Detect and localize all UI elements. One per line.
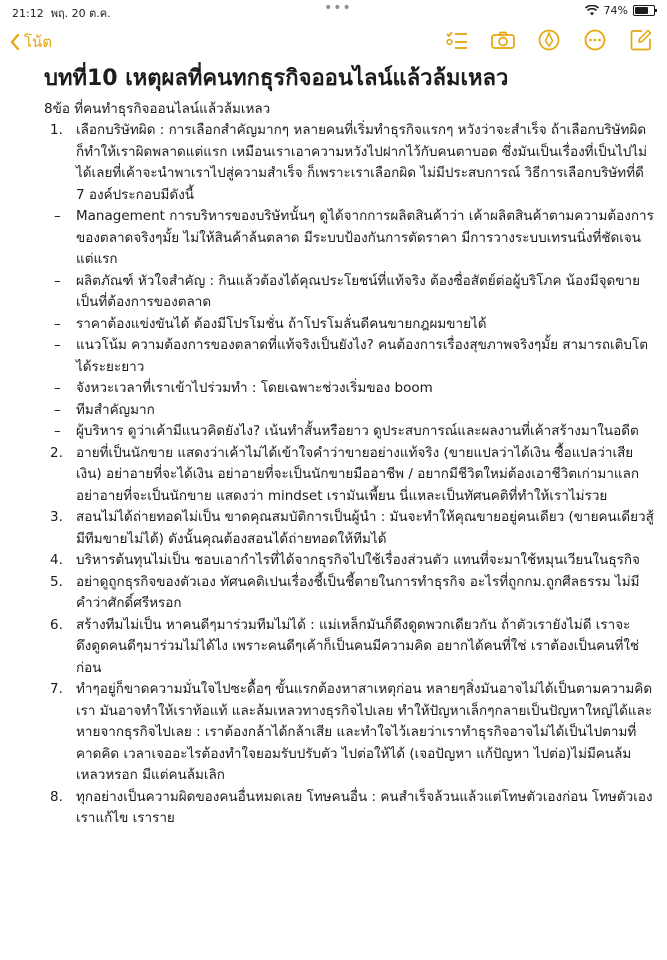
multitasking-dots-icon[interactable]: •••: [324, 0, 352, 16]
list-marker: –: [54, 380, 61, 396]
battery-icon: [633, 5, 655, 16]
list-item: [44, 787, 654, 830]
list-item-text: สร้างทีมไม่เป็น หาคนดีๆมาร่วมทีมไม่ได้ : แม่เหล็กมันก็ดึงดูดพวกเดียวกัน ถ้าตัวเรายังไม่ดี เราจะดึงดูดคนดีๆมาร่วมไม่ได้ไง เพราะคนดีๆเค้าก็เป็นคนมีความคิด อยากได้คนที่ใช่ เราต้องเป็นคนที่ใช่ก่อน: [76, 616, 640, 676]
wifi-icon: [585, 5, 599, 16]
list-item-text: ทำๆอยู่ก็ขาดความมั่นใจไปซะดื้อๆ ขั้นแรกต้องหาสาเหตุก่อน หลายๆสิ่งมันอาจไม่ได้เป็นตามความคิดเรา มันอาจทำให้เราท้อแท้ และล้มเหลวทางธุรกิจไปเลย ทำให้ปัญหาเล็กๆกลายเป็นปัญหาใหญ่ได้และหายจากธุรกิจไปเลย : เราต้องกล้าได้กล้าเสีย และทำใจไว้เลยว่าเราทำธุรกิจอาจไม่ได้เป็นไปตามที่คาดคิด เวลาเจออะไรต้องทำใจยอมรับปรับตัว ไปต่อให้ได้ (เจอปัญหา แก้ปัญหา ไปต่อ)ไม่มีคนล้มเหลวหรอก มีแต่คนล้มเลิก: [76, 681, 653, 783]
list-item-text: เลือกบริษัทผิด : การเลือกสำคัญมากๆ หลายคนที่เริ่มทำธุรกิจแรกๆ หวังว่าจะสำเร็จ ถ้าเลือกบริษัทผิดก็ทำให้เราผิดพลาดแต่แรก เหมือนเราเอาความหวังไปฝากไว้กับคนตาบอด ซึ่งมันเป็นเรื่องที่เป็นไปไม่ได้เลยที่เค้าจะนำพาเราไปสู่ความสำเร็จ ก็เพราะเราเลือกผิด ไม่มีประสบการณ์ วิธีการเลือกบริษัทที่ดี 7 องค์ประกอบมีดังนี้: [76, 122, 648, 203]
back-label: โน้ต: [24, 33, 53, 51]
list-marker: 3.: [50, 509, 63, 525]
list-item: [44, 550, 654, 572]
list-item-text: ทุกอย่างเป็นความผิดของคนอื่นหมดเลย โทษคนอื่น : คนสำเร็จล้วนแล้วแต่โทษตัวเองก่อน โทษตัวเองเราแก้ไข เราราย: [76, 788, 653, 826]
pen-markup-icon: [538, 29, 560, 51]
list-item: [44, 120, 654, 206]
toolbar: [0, 24, 667, 58]
list-item-text: สอนไม่ได้ถ่ายทอดไม่เป็น ขาดคุณสมบัติการเป็นผู้นำ : มันจะทำให้คุณขายอยู่คนเดียว (ขายคนเดียวสู้มีทีมขายไม่ได้) ดังนั้นคุณต้องสอนได้ถ่ายทอดให้ทีมได้: [76, 509, 654, 547]
ellipsis-circle-icon: [584, 29, 606, 51]
list-marker: –: [54, 208, 61, 224]
list-marker: 6.: [50, 616, 63, 633]
chevron-left-icon: [10, 34, 20, 50]
list-marker: 5.: [50, 573, 63, 590]
status-right: [585, 4, 655, 17]
list-marker: 2.: [50, 444, 63, 461]
list-item: [44, 572, 654, 615]
list-marker: 8.: [50, 788, 63, 805]
compose-icon: [630, 29, 652, 51]
note-body[interactable]: [44, 64, 654, 830]
list-item: [44, 679, 654, 787]
list-item: [44, 507, 654, 550]
list-item-text: ทีมสำคัญมาก: [76, 401, 155, 418]
list-marker: 4.: [50, 552, 63, 568]
list-marker: –: [54, 272, 61, 289]
list-item-text: อย่าดูถูกธุรกิจของตัวเอง ทัศนคติเปนเรื่องชี้เป็นชี้ตายในการทำธุรกิจ อะไรที่ถูกกม.ถูกศีลธรรม ไม่มีคำว่าศักดิ์ศรีหรอก: [76, 573, 640, 611]
note-list: [44, 120, 654, 830]
list-item-text: Management การบริหารของบริษัทนั้นๆ ดูได้จากการผลิตสินค้าว่า เค้าผลิตสินค้าตามความต้องการของตลาดจริงๆมั้ย ไม่ให้สินค้าล้นตลาด มีระบบป้องกันการตัดราคา มีการวางระบบเทรนนิ่งที่ชัดเจนแต่แรก: [76, 208, 654, 267]
camera-icon: [491, 31, 515, 49]
note-subtitle: 8ข้อ ที่คนทำธุรกิจออนไลน์แล้วล้มเหลว: [44, 101, 271, 117]
list-item-text: ราคาต้องแข่งขันได้ ต้องมีโปรโมชั่น ถ้าโปรโมลั่นดีคนขายกฎผมขายได้: [76, 315, 487, 332]
list-marker: –: [54, 315, 61, 332]
compose-button[interactable]: [629, 28, 653, 52]
list-marker: –: [54, 401, 61, 418]
battery-fill: [635, 7, 648, 14]
status-time-date: [12, 4, 111, 22]
list-item-text: แนวโน้ม ความต้องการของตลาดที่แท้จริงเป็นยังไง? คนต้องการเรื่องสุขภาพจริงๆมั้ย สามารถเติบโตได้ระยะยาว: [76, 337, 649, 375]
list-marker: –: [54, 337, 61, 353]
markup-button[interactable]: [537, 28, 561, 52]
camera-button[interactable]: [491, 28, 515, 52]
list-item-text: จังหวะเวลาที่เราเข้าไปร่วมทำ : โดยเฉพาะช่วงเริ่มของ boom: [76, 380, 433, 396]
list-item: [44, 206, 654, 271]
more-button[interactable]: [583, 28, 607, 52]
list-item-text: อายที่เป็นนักขาย แสดงว่าเค้าไม่ได้เข้าใจคำว่าขายอย่างแท้จริง (ขายแปลว่าได้เงิน ซื้อแปลว่าเสียเงิน) อย่าอายที่จะได้เงิน อย่าอายที่จะเป็นนักขายมืออาชีพ / อยากมีชีวิตใหม่ต้องเอาชีวิตเก่ามาแลก อย่าอายที่จะเป็นนักขาย แสดงว่า mindset เรามันเพี้ยน นี่แหละเป็นทัศนคติที่ทำให้เราไม่รวย: [76, 444, 640, 504]
list-item: [44, 378, 654, 400]
list-marker: 7.: [50, 681, 63, 697]
list-item-text: บริหารต้นทุนไม่เป็น ชอบเอากำไรที่ได้จากธุรกิจไปใช้เรื่องส่วนตัว แทนที่จะมาใช้หมุนเวียนในธุรกิจ: [76, 552, 640, 568]
battery-percent: 74%: [603, 4, 628, 17]
list-item: [44, 443, 654, 508]
checklist-icon: [446, 30, 468, 50]
status-date: พฤ. 20 ต.ค.: [50, 7, 111, 20]
list-item: [44, 335, 654, 378]
list-item-text: ผลิตภัณฑ์ หัวใจสำคัญ : กินแล้วต้องได้คุณประโยชน์ที่แท้จริง ต้องซื่อสัตย์ต่อผู้บริโภค น้องมีจุดขายเป็นที่ต้องการของตลาด: [76, 272, 640, 310]
toolbar-tools: [445, 28, 653, 52]
list-marker: –: [54, 423, 61, 439]
list-item-text: ผู้บริหาร ดูว่าเค้ามีแนวคิดยังไง? เน้นทำสั้นหรือยาว ดูประสบการณ์และผลงานที่เค้าสร้างมาในอดีต: [76, 423, 639, 439]
list-item: [44, 400, 654, 422]
status-bar: [0, 0, 667, 20]
back-button[interactable]: [10, 30, 52, 54]
status-time: 21:12: [12, 7, 44, 20]
checklist-button[interactable]: [445, 28, 469, 52]
list-item: [44, 421, 654, 443]
list-item: [44, 271, 654, 314]
note-title: บทที่10 เหตุผลที่คนทกธุรกิจออนไลน์แล้วล้มเหลว: [44, 66, 509, 91]
list-item: [44, 314, 654, 336]
list-item: [44, 615, 654, 680]
list-marker: 1.: [50, 122, 63, 138]
